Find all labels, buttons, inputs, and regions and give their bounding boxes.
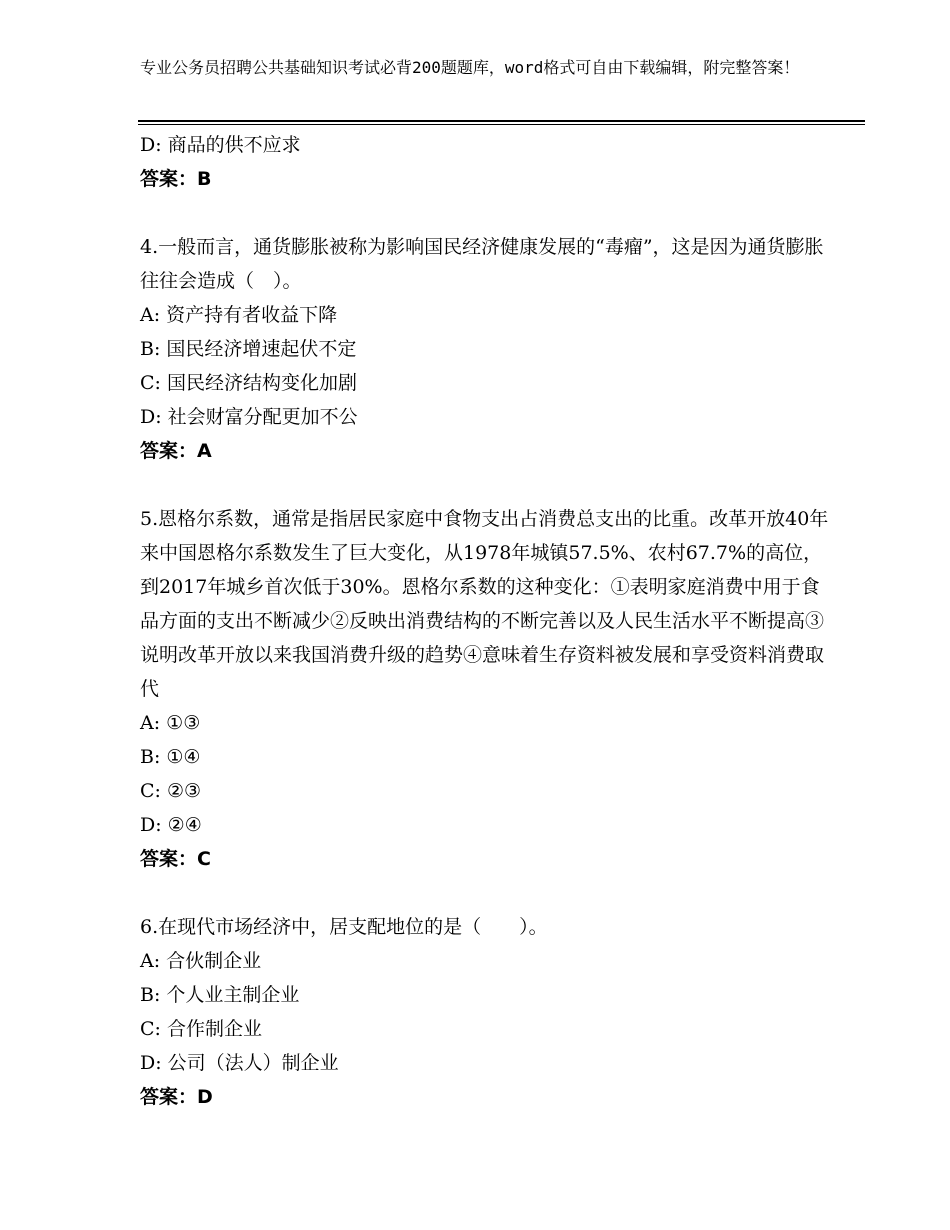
question-text: 6.在现代市场经济中，居支配地位的是（ ）。 [140,916,548,938]
question-6 [140,910,830,1114]
question-text: 4.一般而言，通货膨胀被称为影响国民经济健康发展的“毒瘤”，这是因为通货膨胀往往会造成（ ）。 [140,236,824,292]
option-c: C: ②③ [140,780,202,802]
option-c: C: 合作制企业 [140,1018,262,1040]
option-b: B: 个人业主制企业 [140,984,300,1006]
option-b: B: ①④ [140,746,201,768]
answer: 答案：A [140,440,212,462]
option-a: A: ①③ [140,712,201,734]
option-b: B: 国民经济增速起伏不定 [140,338,357,360]
previous-question-tail [140,128,830,196]
answer: 答案：B [140,168,212,190]
option-d: D: ②④ [140,814,202,836]
question-list [140,128,830,1114]
header-rule-thick [138,120,865,122]
spacer [140,876,830,910]
header-rule-thin [138,124,865,125]
page-header: 专业公务员招聘公共基础知识考试必背200题题库，word格式可自由下载编辑，附完整答案！ [140,58,800,77]
option-d: D: 商品的供不应求 [140,134,301,156]
option-c: C: 国民经济结构变化加剧 [140,372,357,394]
option-a: A: 合伙制企业 [140,950,262,972]
question-4 [140,230,830,468]
answer: 答案：C [140,848,211,870]
question-5 [140,502,830,876]
question-text: 5.恩格尔系数，通常是指居民家庭中食物支出占消费总支出的比重。改革开放40年来中国恩格尔系数发生了巨大变化，从1978年城镇57.5%、农村67.7%的高位，到2017年城乡首次低于30%。恩格尔系数的这种变化：①表明家庭消费中用于食品方面的支出不断减少②反映出消费结构的不断完善以及人民生活水平不断提高③说明改革开放以来我国消费升级的趋势④意味着生存资料被发展和享受资料消费取代 [140,508,829,700]
spacer [140,468,830,502]
option-d: D: 社会财富分配更加不公 [140,406,358,428]
option-d: D: 公司（法人）制企业 [140,1052,339,1074]
option-a: A: 资产持有者收益下降 [140,304,338,326]
spacer [140,196,830,230]
answer: 答案：D [140,1086,213,1108]
